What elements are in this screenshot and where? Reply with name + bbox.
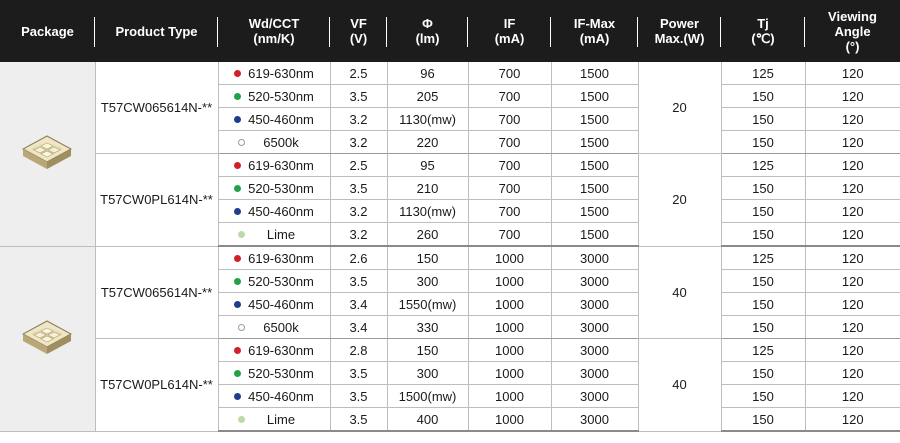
viewing-angle-cell: 120 (805, 131, 900, 154)
viewing-angle-cell: 120 (805, 339, 900, 362)
color-dot-icon (238, 416, 245, 423)
if-cell: 1000 (468, 270, 551, 293)
color-dot-icon (234, 370, 241, 377)
color-dot-icon (234, 278, 241, 285)
vf-cell: 3.5 (330, 85, 387, 108)
wd-cct-cell: 619-630nm (218, 246, 330, 270)
viewing-angle-cell: 120 (805, 85, 900, 108)
vf-cell: 3.2 (330, 108, 387, 131)
tj-cell: 125 (721, 339, 805, 362)
phi-cell: 1130(mw) (387, 200, 468, 223)
package-cell (0, 62, 95, 246)
wd-cct-cell: 619-630nm (218, 154, 330, 177)
viewing-angle-cell: 120 (805, 200, 900, 223)
if-cell: 700 (468, 223, 551, 247)
header-viewing-angle: Viewing Angle (°) (805, 0, 900, 62)
wd-cct-cell: Lime (218, 223, 330, 247)
color-dot-icon (234, 208, 241, 215)
if-max-cell: 1500 (551, 154, 638, 177)
wd-cct-cell: 450-460nm (218, 200, 330, 223)
if-cell: 1000 (468, 339, 551, 362)
power-max-cell: 20 (638, 62, 721, 154)
led-package-icon (21, 317, 73, 360)
if-cell: 700 (468, 131, 551, 154)
table-row (0, 62, 900, 85)
if-max-cell: 1500 (551, 200, 638, 223)
tj-cell: 150 (721, 223, 805, 247)
table-row (0, 154, 900, 177)
header-product-type: Product Type (95, 0, 218, 62)
product-type-cell: T57CW065614N-** (95, 246, 218, 339)
viewing-angle-cell: 120 (805, 408, 900, 432)
wd-cct-cell: 520-530nm (218, 85, 330, 108)
wd-cct-cell: 450-460nm (218, 108, 330, 131)
tj-cell: 125 (721, 246, 805, 270)
color-dot-icon (234, 347, 241, 354)
wd-cct-cell: 619-630nm (218, 62, 330, 85)
phi-cell: 330 (387, 316, 468, 339)
wd-cct-cell: 450-460nm (218, 293, 330, 316)
tj-cell: 150 (721, 316, 805, 339)
tj-cell: 150 (721, 362, 805, 385)
color-dot-icon (234, 185, 241, 192)
power-max-cell: 20 (638, 154, 721, 247)
if-max-cell: 1500 (551, 223, 638, 247)
if-cell: 1000 (468, 316, 551, 339)
vf-cell: 3.5 (330, 408, 387, 432)
vf-cell: 3.5 (330, 385, 387, 408)
tj-cell: 150 (721, 385, 805, 408)
header-vf: VF (V) (330, 0, 387, 62)
product-type-cell: T57CW0PL614N-** (95, 339, 218, 432)
product-type-cell: T57CW0PL614N-** (95, 154, 218, 247)
phi-cell: 150 (387, 246, 468, 270)
wd-cct-cell: 520-530nm (218, 177, 330, 200)
vf-cell: 2.5 (330, 62, 387, 85)
if-cell: 1000 (468, 293, 551, 316)
phi-cell: 400 (387, 408, 468, 432)
phi-cell: 150 (387, 339, 468, 362)
power-max-cell: 40 (638, 246, 721, 339)
if-cell: 1000 (468, 246, 551, 270)
color-dot-icon (234, 255, 241, 262)
if-cell: 700 (468, 85, 551, 108)
if-cell: 700 (468, 177, 551, 200)
if-max-cell: 3000 (551, 385, 638, 408)
if-max-cell: 3000 (551, 293, 638, 316)
color-dot-icon (234, 393, 241, 400)
header-power: Power Max.(W) (638, 0, 721, 62)
color-dot-icon (234, 162, 241, 169)
phi-cell: 1550(mw) (387, 293, 468, 316)
viewing-angle-cell: 120 (805, 270, 900, 293)
vf-cell: 3.4 (330, 316, 387, 339)
if-max-cell: 1500 (551, 108, 638, 131)
tj-cell: 150 (721, 85, 805, 108)
viewing-angle-cell: 120 (805, 246, 900, 270)
viewing-angle-cell: 120 (805, 223, 900, 247)
phi-cell: 210 (387, 177, 468, 200)
phi-cell: 205 (387, 85, 468, 108)
if-max-cell: 3000 (551, 339, 638, 362)
viewing-angle-cell: 120 (805, 154, 900, 177)
if-cell: 700 (468, 108, 551, 131)
phi-cell: 1500(mw) (387, 385, 468, 408)
phi-cell: 96 (387, 62, 468, 85)
vf-cell: 2.8 (330, 339, 387, 362)
led-package-icon (21, 132, 73, 175)
if-max-cell: 3000 (551, 408, 638, 432)
viewing-angle-cell: 120 (805, 177, 900, 200)
tj-cell: 150 (721, 131, 805, 154)
color-dot-icon (238, 139, 245, 146)
wd-cct-cell: 619-630nm (218, 339, 330, 362)
wd-cct-cell: 520-530nm (218, 270, 330, 293)
if-max-cell: 3000 (551, 246, 638, 270)
viewing-angle-cell: 120 (805, 385, 900, 408)
if-max-cell: 1500 (551, 85, 638, 108)
if-cell: 1000 (468, 408, 551, 432)
if-max-cell: 1500 (551, 177, 638, 200)
product-type-cell: T57CW065614N-** (95, 62, 218, 154)
wd-cct-cell: 450-460nm (218, 385, 330, 408)
if-cell: 1000 (468, 385, 551, 408)
color-dot-icon (234, 301, 241, 308)
header-phi: Φ (lm) (387, 0, 468, 62)
header-tj: Tj (℃) (721, 0, 805, 62)
phi-cell: 300 (387, 270, 468, 293)
vf-cell: 3.2 (330, 131, 387, 154)
tj-cell: 125 (721, 62, 805, 85)
phi-cell: 1130(mw) (387, 108, 468, 131)
phi-cell: 220 (387, 131, 468, 154)
header-if-max: IF-Max (mA) (551, 0, 638, 62)
vf-cell: 3.2 (330, 200, 387, 223)
if-max-cell: 3000 (551, 362, 638, 385)
viewing-angle-cell: 120 (805, 316, 900, 339)
wd-cct-cell: 520-530nm (218, 362, 330, 385)
if-max-cell: 1500 (551, 131, 638, 154)
viewing-angle-cell: 120 (805, 362, 900, 385)
phi-cell: 260 (387, 223, 468, 247)
package-cell (0, 246, 95, 431)
tj-cell: 150 (721, 108, 805, 131)
vf-cell: 2.5 (330, 154, 387, 177)
viewing-angle-cell: 120 (805, 293, 900, 316)
vf-cell: 3.5 (330, 270, 387, 293)
header-package: Package (0, 0, 95, 62)
vf-cell: 3.2 (330, 223, 387, 247)
if-max-cell: 1500 (551, 62, 638, 85)
header-row (0, 0, 900, 62)
if-max-cell: 3000 (551, 270, 638, 293)
header-wd-cct: Wd/CCT (nm/K) (218, 0, 330, 62)
viewing-angle-cell: 120 (805, 108, 900, 131)
color-dot-icon (234, 70, 241, 77)
table-row (0, 339, 900, 362)
wd-cct-cell: 6500k (218, 131, 330, 154)
vf-cell: 3.5 (330, 362, 387, 385)
tj-cell: 150 (721, 270, 805, 293)
wd-cct-cell: 6500k (218, 316, 330, 339)
vf-cell: 3.4 (330, 293, 387, 316)
if-cell: 1000 (468, 362, 551, 385)
if-cell: 700 (468, 154, 551, 177)
if-max-cell: 3000 (551, 316, 638, 339)
if-cell: 700 (468, 200, 551, 223)
header-if: IF (mA) (468, 0, 551, 62)
wd-cct-cell: Lime (218, 408, 330, 432)
phi-cell: 300 (387, 362, 468, 385)
table-row (0, 246, 900, 270)
viewing-angle-cell: 120 (805, 62, 900, 85)
table-body (0, 62, 900, 431)
tj-cell: 150 (721, 293, 805, 316)
vf-cell: 3.5 (330, 177, 387, 200)
vf-cell: 2.6 (330, 246, 387, 270)
if-cell: 700 (468, 62, 551, 85)
color-dot-icon (234, 93, 241, 100)
color-dot-icon (234, 116, 241, 123)
tj-cell: 150 (721, 177, 805, 200)
phi-cell: 95 (387, 154, 468, 177)
tj-cell: 150 (721, 200, 805, 223)
power-max-cell: 40 (638, 339, 721, 432)
color-dot-icon (238, 324, 245, 331)
tj-cell: 125 (721, 154, 805, 177)
tj-cell: 150 (721, 408, 805, 432)
color-dot-icon (238, 231, 245, 238)
